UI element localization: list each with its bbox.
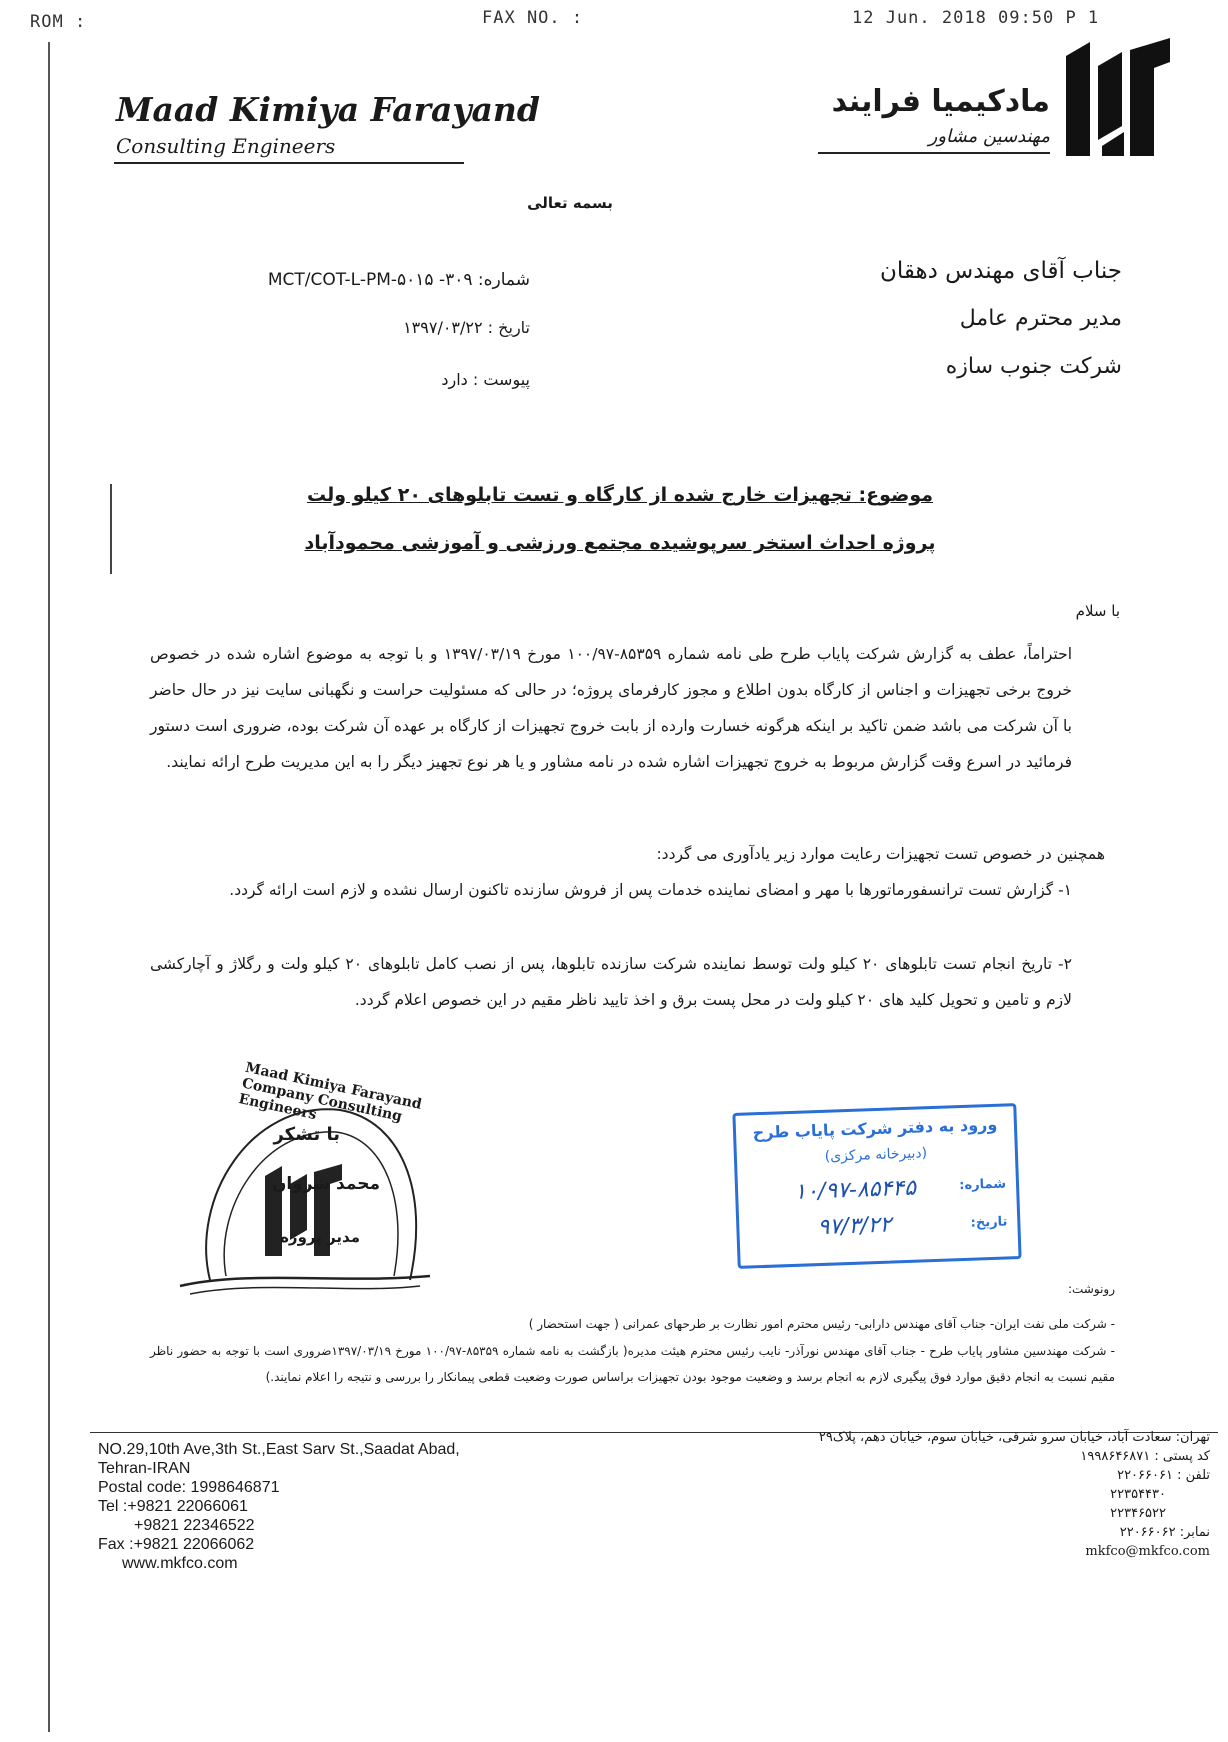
body-paragraph-1: احتراماً، عطف به گزارش شرکت پایاب طرح طی نامه شماره ۸۵۳۵۹-۱۰۰/۹۷ مورخ ۱۳۹۷/۰۳/۱۹ و با توجه به موضوع اشاره شده در خصوص خروج برخی تجهیزات و اجناس از کارگاه بدون اطلاع و مجوز کارفرمای پروژه؛ در حالی که مسئولیت حراست و نگهبانی سایت نیز در حال حاضر با آن شرکت می باشد ضمن تاکید بر اینکه هرگونه خسارت وارده از بابت خروج تجهیزات از کارگاه بر عهده آن شرکت بوده، ضروری است دستور فرمائید در اسرع وقت گزارش مربوط به خروج تجهیزات اشاره شده در نامه مشاور و یا هر نوع تجهیز دیگر را به این مدیریت طرح ارائه نمایند.	[150, 645, 1072, 771]
footer-address-line-1: NO.29,10th Ave,3th St.,East Sarv St.,Saadat Abad,	[98, 1441, 460, 1458]
recipient-name: جناب آقای مهندس دهقان	[879, 258, 1122, 284]
subject-line-2: پروژه احداث استخر سرپوشیده مجتمع ورزشی و آموزشی محمودآباد	[304, 532, 936, 554]
stamp-date-value: ۹۷/۳/۲۲	[817, 1212, 892, 1241]
incoming-stamp	[732, 1103, 1021, 1269]
stamp-line-1: ورود به دفتر شرکت پایاب طرح	[752, 1114, 998, 1143]
subject-line-1: موضوع: تجهیزات خارج شده از کارگاه و تست تابلوهای ۲۰ کیلو ولت	[306, 484, 934, 506]
footer-address-line-2: Tehran-IRAN	[98, 1460, 191, 1477]
fax-number: FAX NO. :	[482, 8, 584, 28]
body-item-1: ۱- گزارش تست ترانسفورماتورها با مهر و امضای نماینده خدمات پس از فروش سازنده تاکنون ارسال نشده و لازم است ارائه گردد.	[229, 881, 1072, 899]
header-rule-right	[818, 152, 1050, 154]
letter-date: تاریخ : ۱۳۹۷/۰۳/۲۲	[403, 318, 530, 337]
signer-name: محمد شروان	[271, 1174, 380, 1194]
footer-fa-tel-1: ۲۲۰۶۶۰۶۱	[1117, 1468, 1173, 1483]
closing: با تشکر	[273, 1124, 340, 1145]
footer-postal: Postal code: 1998646871	[98, 1479, 280, 1496]
footer-fa-tel-2: ۲۲۳۵۴۴۳۰	[1110, 1487, 1166, 1502]
footer-fa-email: mkfco@mkfco.com	[1085, 1544, 1210, 1559]
fax-datetime: 12 Jun. 2018 09:50 P 1	[852, 8, 1100, 28]
stamp-number-value: ۱۰/۹۷-۸۵۴۴۵	[793, 1175, 917, 1205]
footer-fax: Fax :+9821 22066062	[98, 1536, 255, 1553]
seal-ring-text: Maad Kimiya Farayand Company Consulting Engineers	[237, 1059, 424, 1125]
footer-fa-postal: کد پستی : ۱۹۹۸۶۴۶۸۷۱	[1080, 1449, 1210, 1464]
left-margin-line	[48, 42, 50, 1732]
invocation: بسمه تعالی	[527, 194, 613, 212]
cc-heading: رونوشت:	[1067, 1282, 1115, 1296]
fax-from: ROM :	[30, 12, 87, 32]
company-subtitle-fa: مهندسین مشاور	[928, 126, 1050, 147]
footer-tel-1: Tel :+9821 22066061	[98, 1498, 248, 1515]
reference-number: شماره: MCT/COT-L-PM-۵۰۱۵ -۳۰۹	[267, 270, 530, 290]
company-name-fa: مادکیمیا فرایند	[831, 84, 1050, 119]
signer-title: مدیر پروژه	[280, 1228, 360, 1246]
footer-address-fa	[740, 1428, 1210, 1561]
cc-line-1: - شرکت ملی نفت ایران- جناب آقای مهندس دارابی- رئیس محترم امور نظارت بر طرحهای عمرانی ( جهت استحضار )	[528, 1317, 1115, 1331]
subject-side-rule	[110, 484, 112, 574]
footer-tel-2: +9821 22346522	[134, 1517, 255, 1534]
stamp-date-label: تاریخ:	[970, 1214, 1008, 1231]
cc-line-2: - شرکت مهندسین مشاور پایاب طرح - جناب آقای مهندس نورآذر- نایب رئیس محترم هیئت مدیره( بازگشت به نامه شماره ۸۵۳۵۹-۱۰۰/۹۷ مورخ ۱۳۹۷/۰۳/۱۹ضروری است با توجه به حضور ناظر مقیم نسبت به انجام دقیق موارد فوق پیگیری لازم به انجام برسد و وضعیت موجود بودن تجهیزات براساس صورت وضعیت قطعی پیمانکار را بررسی و نتیجه را اعلام نمایند.)	[150, 1344, 1116, 1384]
recipient-title: مدیر محترم عامل	[959, 306, 1122, 331]
footer-fa-tel-3: ۲۲۳۴۶۵۲۲	[1110, 1506, 1166, 1521]
company-name-en: Maad Kimiya Farayand	[116, 90, 540, 129]
recipient-company: شرکت جنوب سازه	[945, 354, 1122, 379]
stamp-number-label: شماره:	[959, 1176, 1007, 1194]
attachment-note: پیوست : دارد	[441, 370, 530, 389]
stamp-line-2: (دبیرخانه مرکزی)	[824, 1145, 928, 1165]
footer-web: www.mkfco.com	[122, 1555, 238, 1572]
footer-fa-tel-label: تلفن :	[1177, 1468, 1210, 1483]
greeting: با سلام	[1075, 602, 1120, 620]
footer-address-en	[98, 1440, 460, 1573]
company-logo	[1058, 36, 1178, 164]
body-paragraph-2: همچنین در خصوص تست تجهیزات رعایت موارد زیر یادآوری می گردد:	[656, 845, 1105, 863]
footer-fa-fax: نمابر: ۲۲۰۶۶۰۶۲	[1119, 1525, 1210, 1540]
footer-fa-tel-row	[740, 1466, 1210, 1485]
footer-fa-address: تهران: سعادت آباد، خیابان سرو شرقی، خیابان سوم، خیابان دهم، پلاک۲۹	[818, 1430, 1210, 1445]
company-subtitle-en: Consulting Engineers	[116, 134, 336, 158]
header-rule-left	[114, 162, 464, 164]
body-item-2: ۲- تاریخ انجام تست تابلوهای ۲۰ کیلو ولت توسط نماینده شرکت سازنده تابلوها، پس از نصب کامل تابلوهای ۲۰ کیلو ولت و رگلاژ و آچارکشی لازم و تامین و تحویل کلید های ۲۰ کیلو ولت در محل پست برق و اخذ تایید ناظر مقیم در این خصوص اعلام گردد.	[150, 955, 1072, 1009]
